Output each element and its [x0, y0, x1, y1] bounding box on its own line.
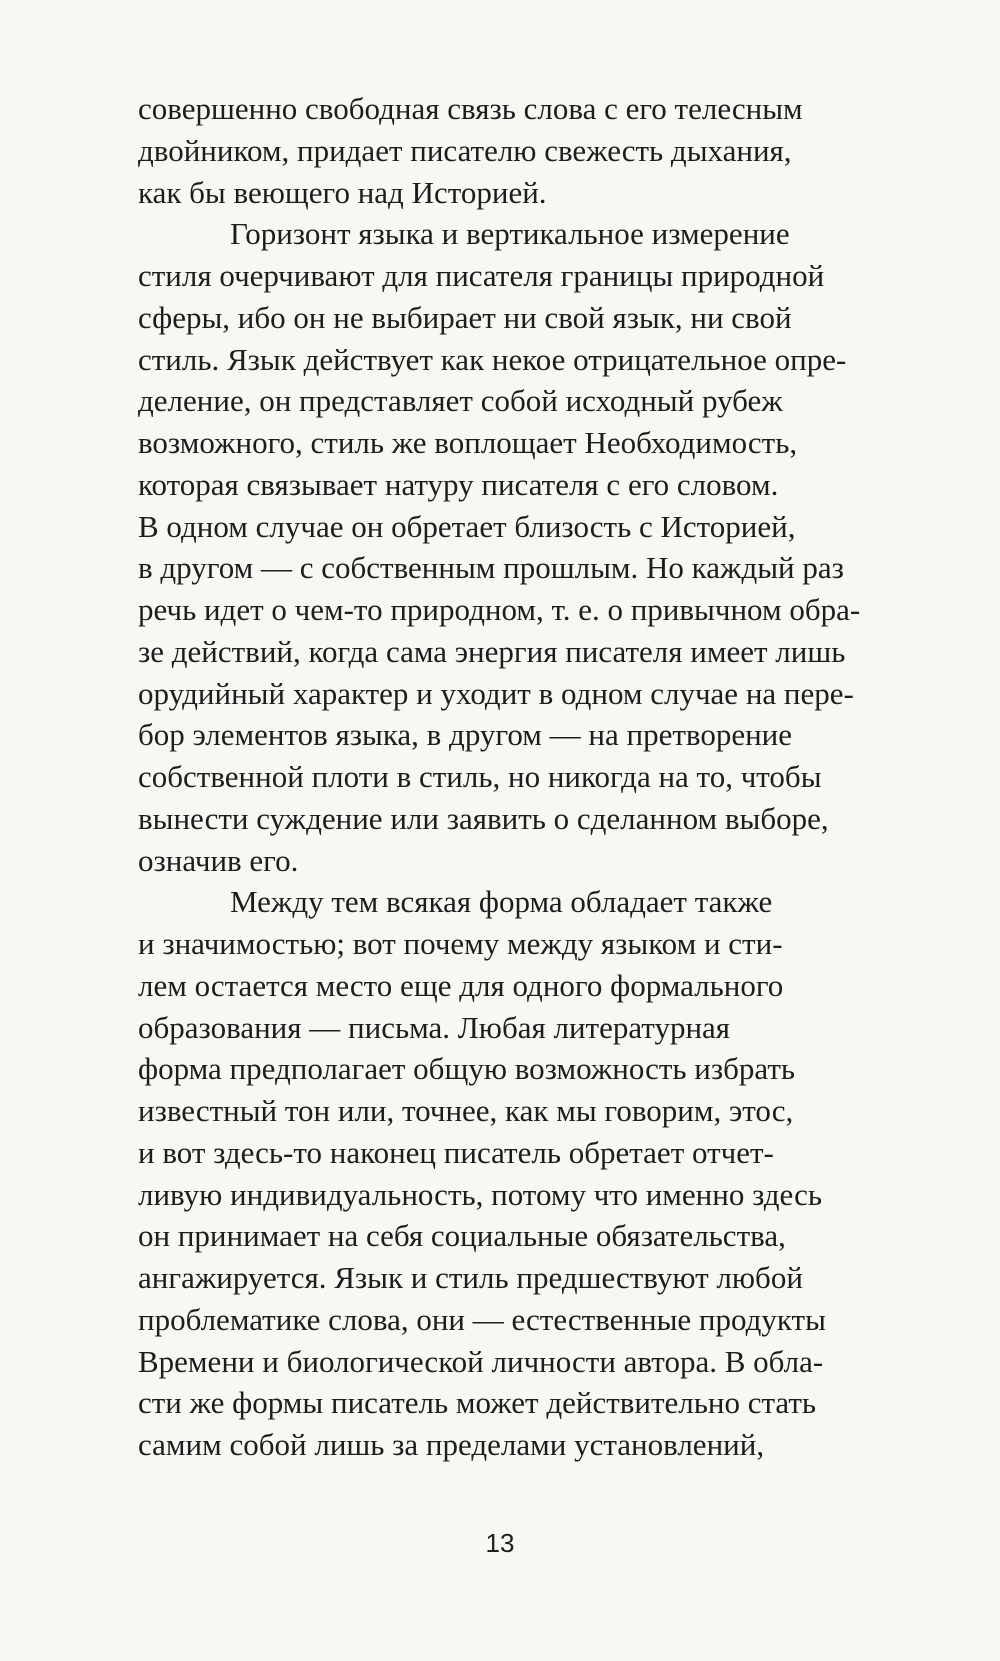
text-line: совершенно свободная связь слова с его телесным — [138, 91, 803, 126]
text-line: ангажируется. Язык и стиль предшествуют любой — [138, 1260, 803, 1295]
paragraph-start-line: Горизонт языка и вертикальное измерение — [230, 216, 790, 252]
text-line: в другом — с собственным прошлым. Но каждый раз — [138, 550, 844, 586]
text-line: зе действий, когда сама энергия писателя имеет лишь — [138, 633, 846, 669]
text-line: речь идет о чем-то природном, т. е. о привычном обра- — [138, 592, 861, 627]
text-line: и значимостью; вот почему между языком и сти- — [138, 926, 783, 961]
text-line: вынести суждение или заявить о сделанном выборе, — [138, 800, 829, 836]
body-text — [138, 88, 928, 1466]
text-line: двойником, придает писателю свежесть дыхания, — [138, 132, 792, 168]
text-line: образования — письма. Любая литературная — [138, 1009, 731, 1045]
text-line: известный тон или, точнее, как мы говорим, этос, — [138, 1093, 794, 1128]
text-line: ливую индивидуальность, потому что именно здесь — [138, 1176, 822, 1212]
text-line: стиля очерчивают для писателя границы природной — [138, 258, 825, 293]
text-line: возможного, стиль же воплощает Необходимость, — [138, 425, 798, 460]
text-line: означив его. — [138, 842, 299, 878]
text-line: проблематике слова, они — естественные продукты — [138, 1301, 826, 1337]
text-line: лем остается место еще для одного формального — [138, 967, 784, 1003]
text-line: В одном случае он обретает близость с Историей, — [138, 508, 796, 544]
text-line: собственной плоти в стиль, но никогда на то, чтобы — [138, 759, 822, 794]
text-line: деление, он представляет собой исходный рубеж — [138, 383, 783, 419]
paragraph-start-line: Между тем всякая форма обладает также — [230, 884, 773, 920]
text-line: как бы веющего над Историей. — [138, 174, 547, 210]
text-line: самим собой лишь за пределами установлений, — [138, 1427, 765, 1462]
text-line: и вот здесь-то наконец писатель обретает отчет- — [138, 1134, 774, 1170]
text-line: сферы, ибо он не выбирает ни свой язык, ни свой — [138, 299, 792, 335]
page-number: 13 — [485, 1528, 515, 1558]
text-line: стиль. Язык действует как некое отрицательное опре- — [138, 341, 847, 377]
text-line: Времени и биологической личности автора. В обла- — [138, 1343, 824, 1379]
text-line: орудийный характер и уходит в одном случае на пере- — [138, 675, 854, 711]
text-line: бор элементов языка, в другом — на претворение — [138, 717, 793, 753]
text-line: которая связывает натуру писателя с его словом. — [138, 466, 779, 502]
text-line: он принимает на себя социальные обязательства, — [138, 1218, 786, 1254]
text-line: сти же формы писатель может действительно стать — [138, 1385, 817, 1421]
text-line: форма предполагает общую возможность избрать — [138, 1051, 796, 1087]
